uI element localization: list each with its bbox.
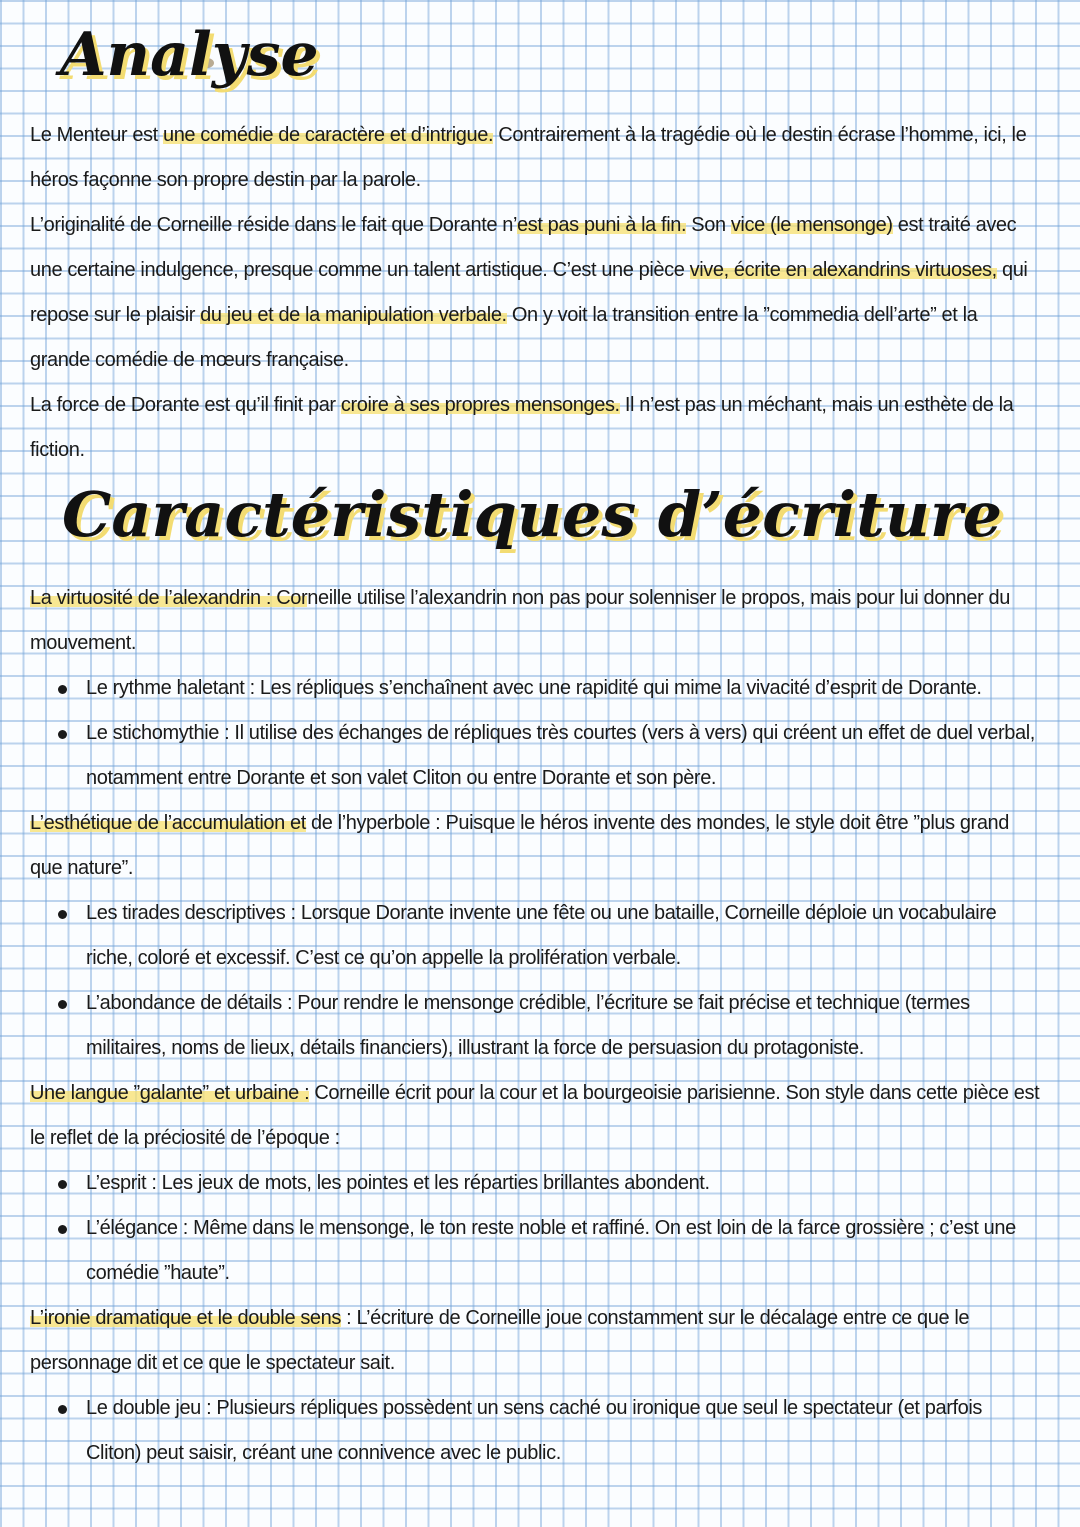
- list-item: L’esprit : Les jeux de mots, les pointes et les réparties brillantes abondent.: [86, 1161, 1040, 1206]
- section-title-analyse: Analyse: [60, 20, 319, 90]
- bullet-list: [30, 1161, 1040, 1296]
- subsection-accumulation: L’esthétique de l’accumulation et de l’hyperbole : Puisque le héros invente des mondes, le style doit être ”plus grand que nature”.: [30, 812, 1009, 879]
- highlight: est pas puni à la fin.: [517, 214, 687, 236]
- bullet-list: [30, 891, 1040, 1071]
- section-title-caracteristiques: Caractéristiques d’écriture: [62, 478, 1003, 551]
- subsection-langue-galante: Une langue ”galante” et urbaine : Corneille écrit pour la cour et la bourgeoisie parisienne. Son style dans cette pièce est le reflet de la préciosité de l’époque :: [30, 1082, 1040, 1149]
- list-item: Les tirades descriptives : Lorsque Dorante invente une fête ou une bataille, Corneille déploie un vocabulaire riche, coloré et excessif. C’est ce qu’on appelle la prolifération verbale.: [86, 891, 1040, 981]
- list-item: L’élégance : Même dans le mensonge, le ton reste noble et raffiné. On est loin de la farce grossière ; c’est une comédie ”haute”.: [86, 1206, 1040, 1296]
- highlight: vice (le mensonge): [730, 214, 893, 236]
- bullet-list: [30, 666, 1040, 801]
- analyse-body: [30, 113, 1040, 473]
- analyse-paragraph-2: L’originalité de Corneille réside dans le fait que Dorante n’est pas puni à la fin. Son vice (le mensonge) est traité avec une certaine indulgence, presque comme un talent artistique. C’est une pièce vive, écrite en alexandrins virtuoses, qui repose sur le plaisir du jeu et de la manipulation verbale. On y voit la transition entre la ”commedia dell’arte” et la grande comédie de mœurs française.: [30, 214, 1028, 371]
- analyse-paragraph-3: La force de Dorante est qu’il finit par croire à ses propres mensonges. Il n’est pas un méchant, mais un esthète de la fiction.: [30, 394, 1014, 461]
- highlight: une comédie de caractère et d’intrigue.: [162, 124, 494, 146]
- list-item: Le double jeu : Plusieurs répliques possèdent un sens caché ou ironique que seul le spectateur (et parfois Cliton) peut saisir, créant une connivence avec le public.: [86, 1386, 1040, 1476]
- bullet-list: [30, 1386, 1040, 1476]
- highlight: du jeu et de la manipulation verbale.: [200, 304, 507, 326]
- list-item: Le rythme haletant : Les répliques s’enchaînent avec une rapidité qui mime la vivacité d’esprit de Dorante.: [86, 666, 1040, 711]
- list-item: L’abondance de détails : Pour rendre le mensonge crédible, l’écriture se fait précise et technique (termes militaires, noms de lieux, détails financiers), illustrant la force de persuasion du protagoniste.: [86, 981, 1040, 1071]
- analyse-paragraph-1: Le Menteur est une comédie de caractère et d’intrigue. Contrairement à la tragédie où le destin écrase l’homme, ici, le héros façonne son propre destin par la parole.: [30, 124, 1027, 191]
- subsection-alexandrin: La virtuosité de l’alexandrin : Corneille utilise l’alexandrin non pas pour solenniser le propos, mais pour lui donner du mouvement.: [30, 587, 1010, 654]
- highlight: croire à ses propres mensonges.: [340, 394, 620, 416]
- list-item: Le stichomythie : Il utilise des échanges de répliques très courtes (vers à vers) qui créent un effet de duel verbal, notamment entre Dorante et son valet Cliton ou entre Dorante et son père.: [86, 711, 1040, 801]
- caracteristiques-body: [30, 576, 1040, 1476]
- subsection-heading: La virtuosité de l’alexandrin : Cor: [30, 587, 308, 609]
- subsection-heading: L’esthétique de l’accumulation et: [30, 812, 306, 834]
- subsection-heading: L’ironie dramatique et le double sens: [30, 1307, 341, 1329]
- subsection-ironie: L’ironie dramatique et le double sens : L’écriture de Corneille joue constamment sur le décalage entre ce que le personnage dit et ce que le spectateur sait.: [30, 1307, 970, 1374]
- subsection-heading: Une langue ”galante” et urbaine :: [30, 1082, 310, 1104]
- highlight: vive, écrite en alexandrins virtuoses,: [689, 259, 997, 281]
